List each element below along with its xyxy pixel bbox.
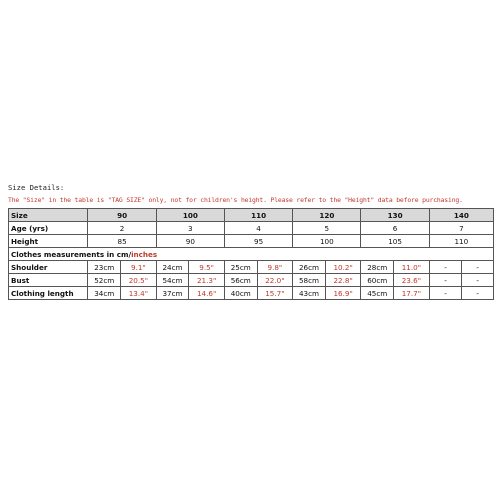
cm-cell: - <box>429 261 462 274</box>
cm-cell: 60cm <box>361 274 394 287</box>
cm-cell: 54cm <box>156 274 189 287</box>
cm-cell: 24cm <box>156 261 189 274</box>
cm-cell: 26cm <box>293 261 326 274</box>
height-cell: 100 <box>293 235 361 248</box>
height-row <box>9 235 494 248</box>
inch-cell: 11.0" <box>394 261 430 274</box>
inch-cell: 15.7" <box>257 287 293 300</box>
cm-cell: - <box>429 274 462 287</box>
inch-cell: 9.1" <box>121 261 157 274</box>
size-cell: 120 <box>293 209 361 222</box>
age-cell: 3 <box>156 222 224 235</box>
age-cell: 2 <box>88 222 156 235</box>
cm-cell: 23cm <box>88 261 121 274</box>
size-cell: 130 <box>361 209 429 222</box>
cm-cell: 56cm <box>224 274 257 287</box>
age-cell: 7 <box>429 222 493 235</box>
inch-cell: - <box>462 274 494 287</box>
cm-cell: 37cm <box>156 287 189 300</box>
section-prefix: Clothes measurements in cm/ <box>11 249 132 259</box>
inch-cell: 22.0" <box>257 274 293 287</box>
inch-cell: 13.4" <box>121 287 157 300</box>
inch-cell: 23.6" <box>394 274 430 287</box>
inch-cell: - <box>462 261 494 274</box>
inch-cell: 17.7" <box>394 287 430 300</box>
tag-size-note: The "Size" in the table is "TAG SIZE" only, not for children's height. Please refer to the "Height" data before purchasing. <box>8 196 463 204</box>
inch-cell: - <box>462 287 494 300</box>
cm-cell: 52cm <box>88 274 121 287</box>
inch-cell: 14.6" <box>189 287 225 300</box>
cm-cell: 43cm <box>293 287 326 300</box>
inch-cell: 22.8" <box>325 274 361 287</box>
inch-cell: 10.2" <box>325 261 361 274</box>
cm-cell: 34cm <box>88 287 121 300</box>
size-chart-table <box>8 208 494 300</box>
measurements-section-row <box>9 248 494 261</box>
bust-row-label: Bust <box>9 274 88 287</box>
height-cell: 85 <box>88 235 156 248</box>
age-row <box>9 222 494 235</box>
bust-row <box>9 274 494 287</box>
measurements-section-label <box>9 248 494 261</box>
age-cell: 5 <box>293 222 361 235</box>
size-cell: 100 <box>156 209 224 222</box>
clothing-length-row <box>9 287 494 300</box>
size-cell: 140 <box>429 209 493 222</box>
inch-cell: 9.5" <box>189 261 225 274</box>
age-cell: 4 <box>224 222 292 235</box>
size-cell: 110 <box>224 209 292 222</box>
height-row-label: Height <box>9 235 88 248</box>
age-cell: 6 <box>361 222 429 235</box>
inch-cell: 20.5" <box>121 274 157 287</box>
height-cell: 90 <box>156 235 224 248</box>
cm-cell: 58cm <box>293 274 326 287</box>
cm-cell: 28cm <box>361 261 394 274</box>
size-details-heading: Size Details: <box>8 183 65 192</box>
clothing-length-row-label: Clothing length <box>9 287 88 300</box>
height-cell: 95 <box>224 235 292 248</box>
height-cell: 110 <box>429 235 493 248</box>
size-row <box>9 209 494 222</box>
inch-cell: 16.9" <box>325 287 361 300</box>
size-row-label: Size <box>9 209 88 222</box>
cm-cell: - <box>429 287 462 300</box>
shoulder-row <box>9 261 494 274</box>
size-cell: 90 <box>88 209 156 222</box>
inch-cell: 21.3" <box>189 274 225 287</box>
section-suffix: inches <box>131 249 158 259</box>
height-cell: 105 <box>361 235 429 248</box>
cm-cell: 40cm <box>224 287 257 300</box>
inch-cell: 9.8" <box>257 261 293 274</box>
cm-cell: 45cm <box>361 287 394 300</box>
cm-cell: 25cm <box>224 261 257 274</box>
age-row-label: Age (yrs) <box>9 222 88 235</box>
shoulder-row-label: Shoulder <box>9 261 88 274</box>
